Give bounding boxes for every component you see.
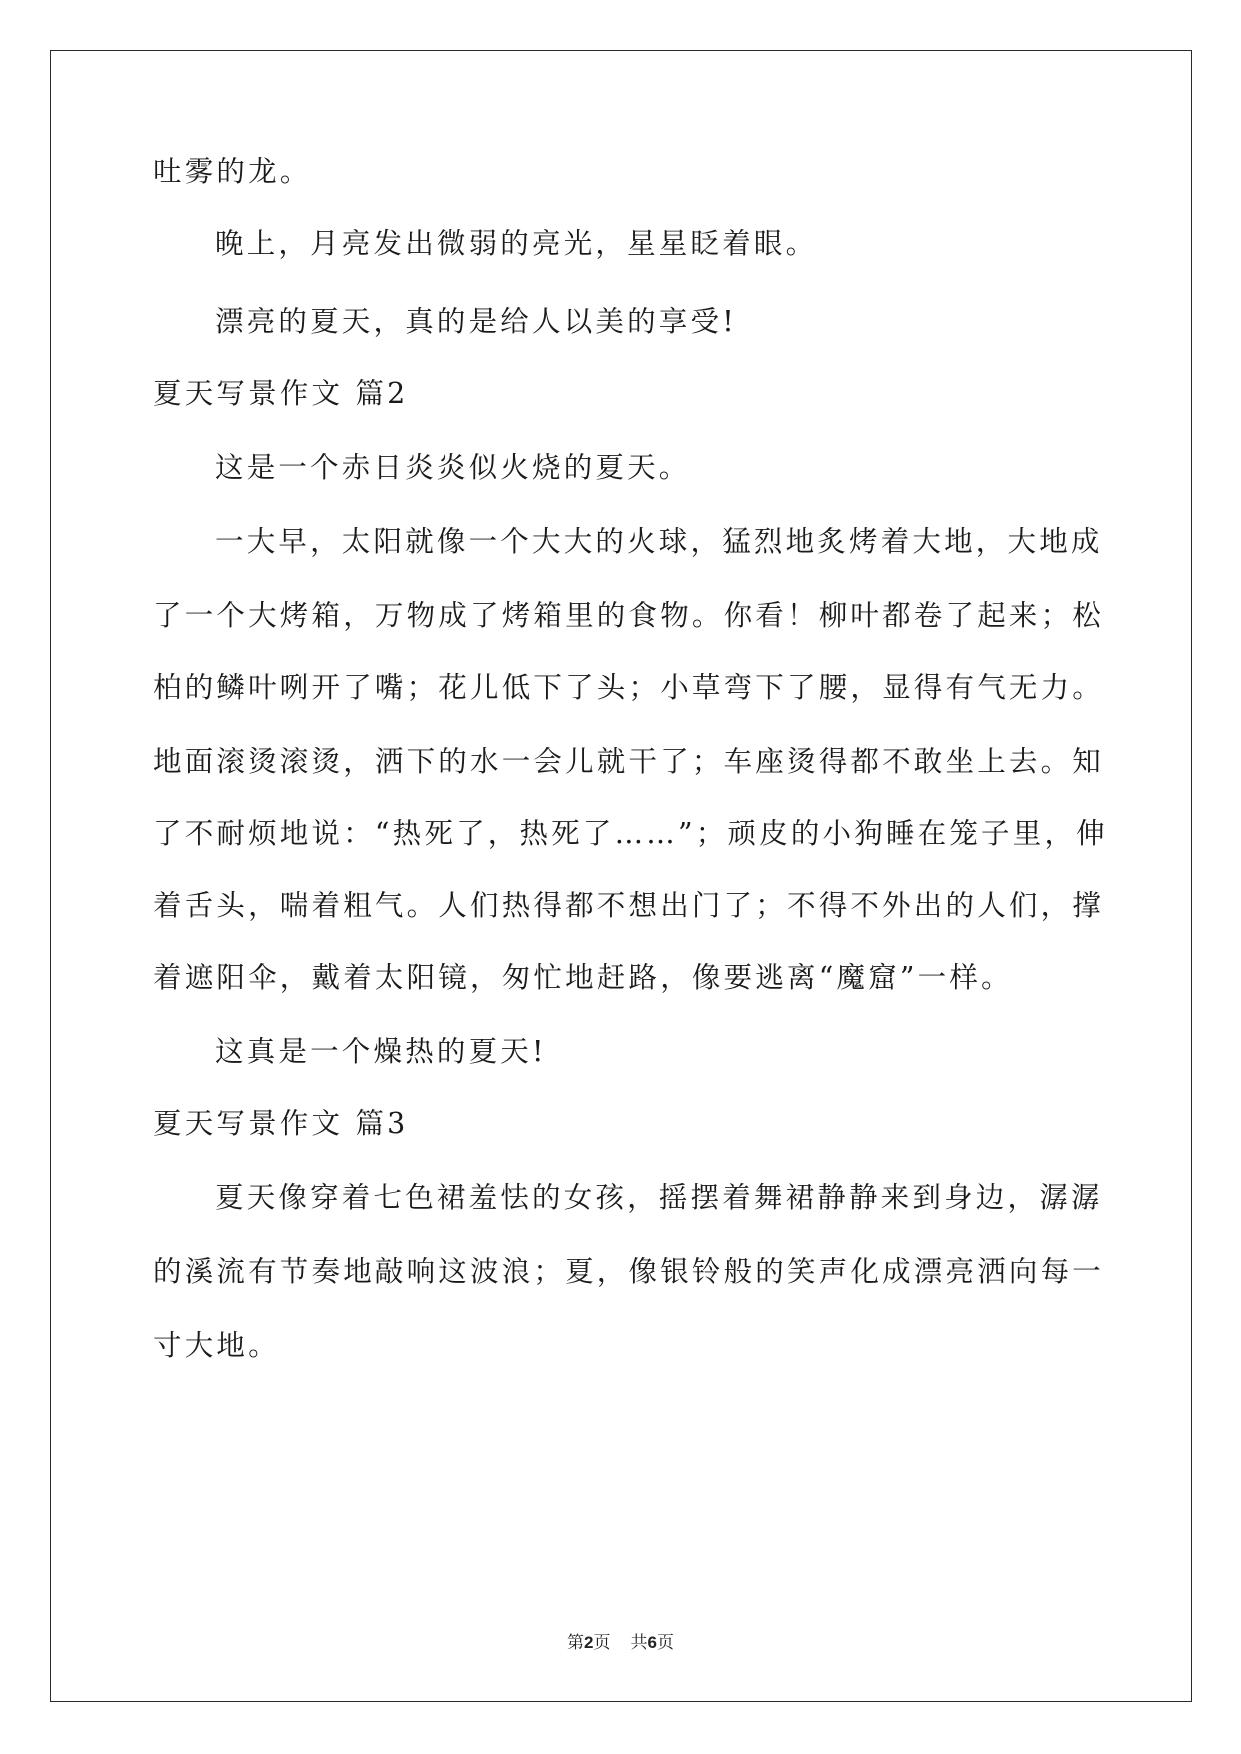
paragraph: 一大早，太阳就像一个大大的火球，猛烈地炙烤着大地，大地成 [215,525,1103,558]
text-line: 了一个大烤箱，万物成了烤箱里的食物。你看！柳叶都卷了起来；松 [153,599,1105,632]
page-total: 6 [647,1633,657,1652]
page-prefix: 第 [567,1633,585,1653]
text-line: 的溪流有节奏地敲响这波浪；夏，像银铃般的笑声化成漂亮洒向每一 [153,1255,1105,1288]
text-line: 着遮阳伞，戴着太阳镜，匆忙地赶路，像要逃离“魔窟”一样。 [153,961,1013,994]
text-line: 地面滚烫滚烫，洒下的水一会儿就干了；车座烫得都不敢坐上去。知 [153,745,1105,778]
text-line: 吐雾的龙。 [153,155,312,188]
page-current: 2 [584,1633,594,1652]
page-frame [50,50,1192,1702]
page-footer [0,1628,1241,1653]
section-heading: 夏天写景作文 篇2 [153,377,409,410]
paragraph: 晚上，月亮发出微弱的亮光，星星眨着眼。 [215,227,818,260]
paragraph: 夏天像穿着七色裙羞怯的女孩，摇摆着舞裙静静来到身边，潺潺 [215,1181,1103,1214]
paragraph: 这真是一个燥热的夏天! [215,1035,547,1068]
text-line: 了不耐烦地说：“热死了，热死了……”；顽皮的小狗睡在笼子里，伸 [153,817,1108,850]
text-line: 柏的鳞叶咧开了嘴；花儿低下了头；小草弯下了腰，显得有气无力。 [153,671,1105,704]
text-line: 着舌头，喘着粗气。人们热得都不想出门了；不得不外出的人们，撑 [153,889,1105,922]
page-suffix: 页 [593,1633,611,1653]
total-prefix: 共 [630,1633,648,1653]
section-heading: 夏天写景作文 篇3 [153,1107,409,1140]
text-line: 寸大地。 [153,1329,280,1362]
total-suffix: 页 [656,1633,674,1653]
paragraph: 这是一个赤日炎炎似火烧的夏天。 [215,451,691,484]
paragraph: 漂亮的夏天，真的是给人以美的享受! [215,305,737,338]
